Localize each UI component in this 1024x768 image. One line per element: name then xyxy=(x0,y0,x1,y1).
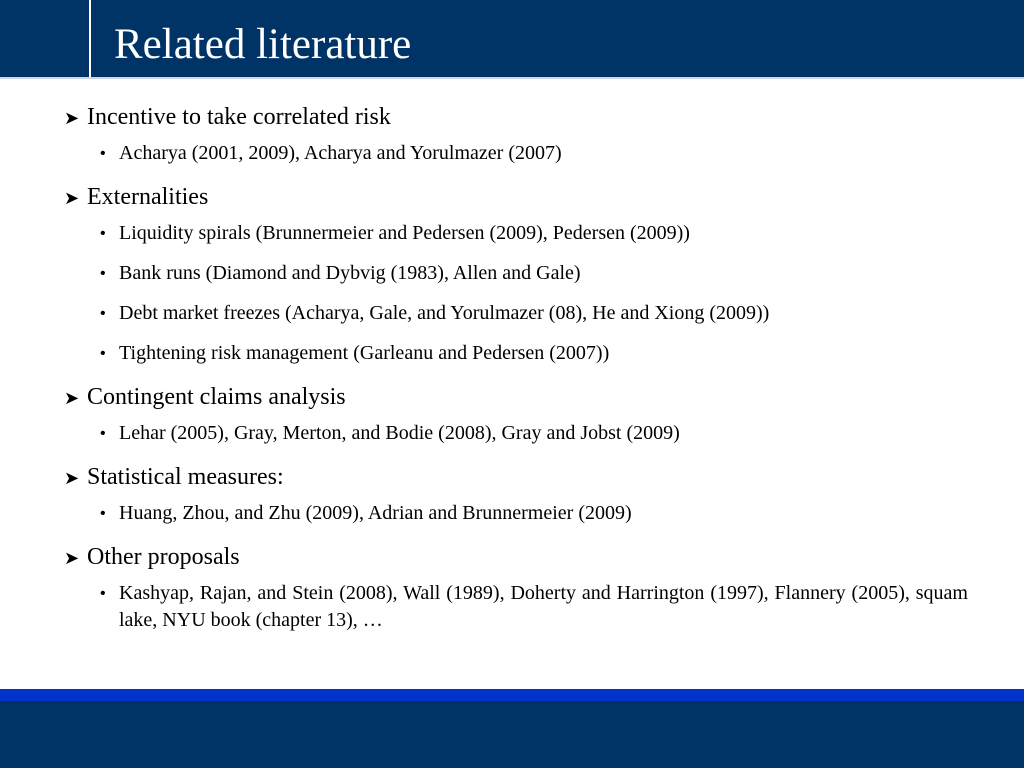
section-items xyxy=(64,500,968,527)
list-item-text: Lehar (2005), Gray, Merton, and Bodie (2008), Gray and Jobst (2009) xyxy=(119,422,680,444)
section-contingent-claims xyxy=(64,380,968,447)
section-statistical-measures xyxy=(64,460,968,527)
list-item xyxy=(64,580,968,634)
section-incentive xyxy=(64,100,968,167)
section-items xyxy=(64,420,968,447)
header-shadow xyxy=(0,77,1024,79)
bullet-dot-icon: • xyxy=(100,345,106,362)
list-item xyxy=(64,500,968,527)
arrowhead-right-icon: ➤ xyxy=(64,188,80,209)
header-divider xyxy=(89,0,91,77)
list-item xyxy=(64,260,968,287)
section-heading xyxy=(64,100,968,134)
list-item xyxy=(64,420,968,447)
arrowhead-right-icon: ➤ xyxy=(64,548,80,569)
page-title: Related literature xyxy=(114,21,412,68)
arrowhead-right-icon: ➤ xyxy=(64,388,80,409)
section-heading xyxy=(64,540,968,574)
section-heading-text: Statistical measures: xyxy=(87,464,284,490)
bullet-dot-icon: • xyxy=(100,225,106,242)
list-item-text: Tightening risk management (Garleanu and Pedersen (2007)) xyxy=(119,342,610,364)
section-heading xyxy=(64,180,968,214)
arrowhead-right-icon: ➤ xyxy=(64,468,80,489)
section-heading-text: Contingent claims analysis xyxy=(87,384,346,410)
slide-content xyxy=(64,100,968,647)
footer-bar xyxy=(0,701,1024,768)
section-heading xyxy=(64,380,968,414)
list-item-text: Liquidity spirals (Brunnermeier and Pedersen (2009), Pedersen (2009)) xyxy=(119,222,690,244)
list-item-text: Bank runs (Diamond and Dybvig (1983), Allen and Gale) xyxy=(119,262,581,284)
list-item xyxy=(64,220,968,247)
bullet-dot-icon: • xyxy=(100,505,106,522)
list-item-text: Huang, Zhou, and Zhu (2009), Adrian and Brunnermeier (2009) xyxy=(119,502,632,524)
bullet-dot-icon: • xyxy=(100,425,106,442)
section-items xyxy=(64,580,968,634)
section-heading-text: Other proposals xyxy=(87,544,240,570)
bullet-dot-icon: • xyxy=(100,265,106,282)
list-item-text: Kashyap, Rajan, and Stein (2008), Wall (1989), Doherty and Harrington (1997), Flannery (2005), squam lake, NYU book (chapter 13), … xyxy=(119,582,968,631)
section-heading xyxy=(64,460,968,494)
section-other-proposals xyxy=(64,540,968,634)
list-item xyxy=(64,300,968,327)
header-notch xyxy=(0,0,89,77)
arrowhead-right-icon: ➤ xyxy=(64,108,80,129)
bullet-dot-icon: • xyxy=(100,305,106,322)
section-items xyxy=(64,140,968,167)
bullet-dot-icon: • xyxy=(100,585,106,602)
list-item-text: Acharya (2001, 2009), Acharya and Yorulmazer (2007) xyxy=(119,142,562,164)
section-heading-text: Incentive to take correlated risk xyxy=(87,104,391,130)
section-items xyxy=(64,220,968,367)
bullet-dot-icon: • xyxy=(100,145,106,162)
section-externalities xyxy=(64,180,968,367)
list-item xyxy=(64,140,968,167)
list-item xyxy=(64,340,968,367)
footer-stripe xyxy=(0,689,1024,701)
section-heading-text: Externalities xyxy=(87,184,209,210)
list-item-text: Debt market freezes (Acharya, Gale, and Yorulmazer (08), He and Xiong (2009)) xyxy=(119,302,770,324)
